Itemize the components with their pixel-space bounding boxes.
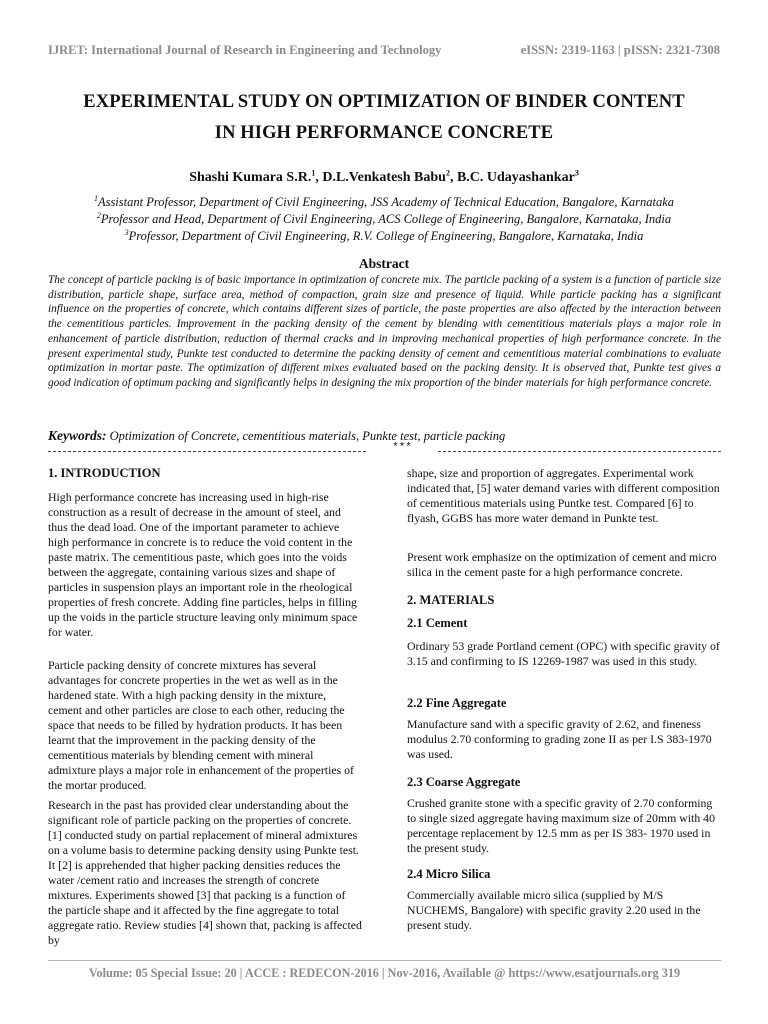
affiliation (0, 195, 768, 210)
affiliation-sup: 2 (96, 210, 101, 220)
cement-paragraph: Ordinary 53 grade Portland cement (OPC) with specific gravity of 3.15 and confirming to IS 12269-1987 was used in this study. (407, 639, 720, 668)
introduction-heading: 1. INTRODUCTION (48, 466, 161, 480)
divider-mark: *** (392, 442, 412, 454)
author-sup: 3 (574, 168, 579, 178)
coarse-aggregate-heading: 2.3 Coarse Aggregate (407, 775, 521, 789)
running-header (48, 43, 720, 63)
intro-paragraph-5: Present work emphasize on the optimization of cement and micro silica in the cement paste for a high performance concrete. (407, 550, 717, 579)
intro-paragraph-4: shape, size and proportion of aggregates. Experimental work indicated that, [5] water demand varies with different composition of cementitious materials using Puntke test. Compared [6] to flyash, GGBS has more water demand in Punkte test. (407, 466, 720, 525)
author-sep: , (315, 170, 323, 185)
section-divider (48, 444, 721, 458)
affiliation (0, 212, 768, 227)
divider-line-right (438, 451, 721, 452)
affiliation (0, 229, 768, 244)
author-name: Shashi Kumara S.R. (189, 170, 312, 185)
page-footer: Volume: 05 Special Issue: 20 | ACCE : REDECON-2016 | Nov-2016, Available @ https://www.esatjournals.org 319 (88, 966, 681, 980)
fine-aggregate-paragraph: Manufacture sand with a specific gravity of 2.62, and fineness modulus 2.70 conforming to grading zone II as per I.S 383-1970 was used. (407, 717, 712, 761)
paper-title-line-1: EXPERIMENTAL STUDY ON OPTIMIZATION OF BINDER CONTENT (83, 92, 685, 112)
materials-heading: 2. MATERIALS (407, 593, 495, 607)
keywords-text: Optimization of Concrete, cementitious materials, Punkte test, particle packing (109, 429, 506, 443)
author-sup: 1 (311, 168, 316, 178)
paper-title-line-2: IN HIGH PERFORMANCE CONCRETE (214, 123, 554, 143)
journal-name: IJRET: International Journal of Research in Engineering and Technology (48, 43, 442, 57)
author-name: D.L.Venkatesh Babu (322, 170, 446, 185)
intro-paragraph-2: Particle packing density of concrete mixtures has several advantages for concrete properties in the wet as well as in the hardened state. With a high packing density in the mixture, cement and other particles are close to each other, reducing the space that needs to be filled by hydration products. It has been learnt that the improvement in the packing density of the cementitious materials by blending cement with mineral admixture plays a major role in enhancement of the properties of the mortar produced. (48, 658, 354, 792)
intro-paragraph-3: Research in the past has provided clear understanding about the significant role of particle packing on the properties of concrete. [1] conducted study on partial replacement of mineral admixtures on a volume basis to determine packing density using Punkte test. It [2] is apprehended that higher packing densities reduces the water /cement ratio and increases the strength of concrete mixtures. Experiments showed [3] that packing is a function of the particle shape and it affected by the fine aggregate to total aggregate ratio. Review studies [4] shown that, packing is affected by (48, 798, 362, 947)
affiliation-sup: 1 (93, 193, 98, 203)
issn-info: eISSN: 2319-1163 | pISSN: 2321-7308 (520, 43, 720, 57)
fine-aggregate-heading: 2.2 Fine Aggregate (407, 696, 507, 710)
author-sep: , (449, 170, 457, 185)
keywords-label: Keywords: (48, 428, 107, 443)
author-name: B.C. Udayashankar (456, 170, 575, 185)
abstract-heading: Abstract (358, 256, 410, 271)
footer-rule (48, 960, 721, 961)
micro-silica-paragraph: Commercially available micro silica (supplied by M/S NUCHEMS, Bangalore) with specific gravity 2.20 used in the present study. (407, 888, 701, 932)
divider-line-left (48, 451, 366, 452)
affiliation-text: Assistant Professor, Department of Civil Engineering, JSS Academy of Technical Education, Bangalore, Karnataka (97, 195, 675, 209)
author-list (0, 170, 768, 186)
intro-paragraph-1: High performance concrete has increasing used in high-rise construction as a result of decrease in the amount of steel, and thus the dead load. One of the important parameter to achieve high performance in concrete is to reduce the void content in the paste matrix. The cementitious paste, which goes into the voids between the aggregate, containing various sizes and shape of particles in suspension plays an important role in the rheological properties of fresh concrete. Adding fine particles, helps in filling up the voids in the particle structure leaving only minimum space for water. (48, 490, 358, 639)
micro-silica-heading: 2.4 Micro Silica (407, 867, 491, 881)
coarse-aggregate-paragraph: Crushed granite stone with a specific gravity of 2.70 conforming to single sized aggregate having maximum size of 20mm with 40 percentage replacement by 12.5 mm as per IS 383- 1970 used in the present study. (407, 796, 715, 855)
affiliation-sup: 3 (124, 227, 129, 237)
author-sup: 2 (445, 168, 450, 178)
affiliation-text: Professor and Head, Department of Civil Engineering, ACS College of Engineering, Bangalore, Karnataka, India (100, 212, 672, 226)
abstract-text: The concept of particle packing is of basic importance in optimization of concrete mix. The particle packing of a system is a function of particle size distribution, particle shape, surface area, method of compaction, grain size and presence of liquid. While particle packing has a significant influence on the properties of concrete, which contains different sizes of particle, the paste properties are also affected by the interaction between the cementitious particles. Improvement in the packing density of the cement by blending with cementitious materials plays a major role in enhancement of particle distribution, reduction of thermal cracks and in improving mechanical properties of high performance concrete. In the present experimental study, Punkte test conducted to determine the packing density of cement and cementitious material combinations to evaluate optimization in mortar paste. The optimization of different mixes evaluated based on the packing density. It is observed that, Punkte test gives a good indication of optimum packing and significantly helps in designing the mix proportion of the binder materials for high performance concrete. (48, 274, 721, 389)
affiliation-text: Professor, Department of Civil Engineering, R.V. College of Engineering, Bangalore, Karnataka, India (128, 229, 644, 243)
cement-heading: 2.1 Cement (407, 616, 468, 630)
